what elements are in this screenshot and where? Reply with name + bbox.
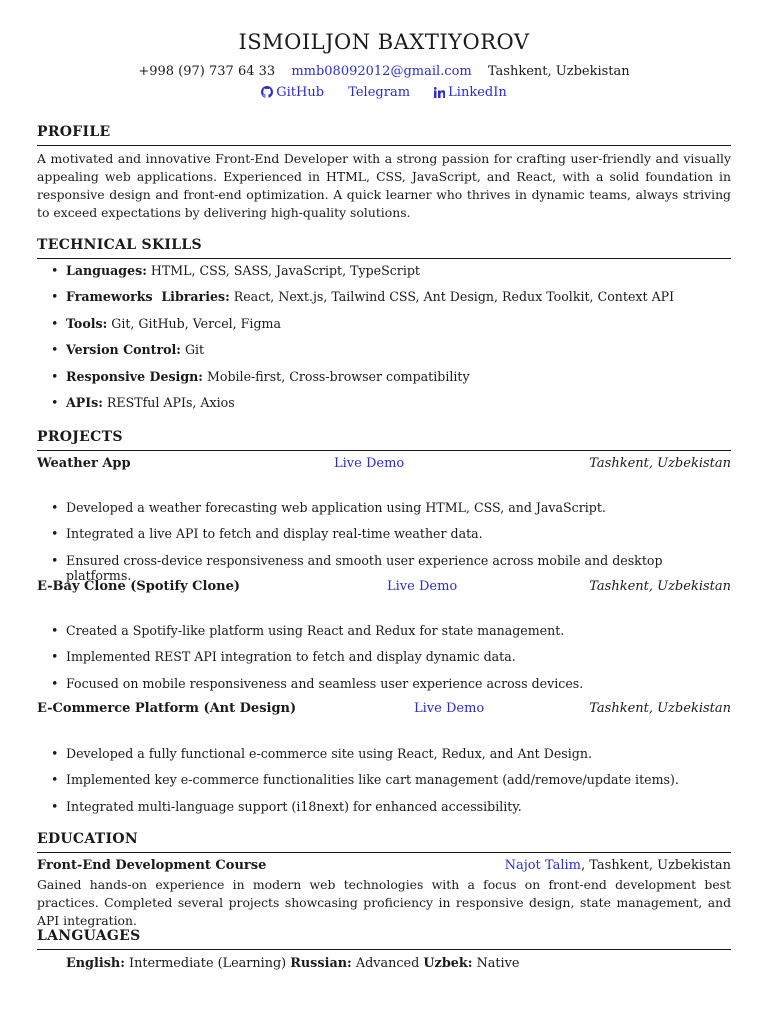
skill-value: RESTful APIs, Axios: [106, 394, 235, 410]
skill-value: React, Next.js, Tailwind CSS, Ant Design, Redux Toolkit, Context API: [233, 289, 675, 305]
list-item: • Implemented key e-commerce functionalities like cart management (add/remove/update items).: [37, 772, 731, 798]
project-location: Tashkent, Uzbekistan: [589, 456, 731, 471]
project-header: [37, 456, 731, 474]
education-header: [37, 858, 731, 876]
candidate-name: ISMOILJON BAXTIYOROV: [238, 30, 530, 54]
linkedin-label: LinkedIn: [448, 85, 507, 100]
social-links: [0, 85, 768, 102]
skill-value: Git: [184, 342, 205, 358]
project-header: [37, 701, 731, 719]
phone-number: +998 (97) 737 64 33: [138, 64, 276, 79]
course-title: Front-End Development Course: [37, 858, 267, 873]
skill-label: Responsive Design:: [66, 368, 203, 384]
skill-label: APIs:: [66, 394, 103, 410]
education-heading: EDUCATION: [37, 831, 731, 853]
list-item: [37, 369, 731, 395]
skill-value: Git, GitHub, Vercel, Figma: [111, 315, 281, 331]
skills-list: [37, 263, 731, 421]
project-title: E-Commerce Platform (Ant Design): [37, 701, 297, 716]
list-item: [37, 263, 731, 289]
list-item: [37, 342, 731, 368]
contact-info: [0, 64, 768, 79]
list-item: • Developed a weather forecasting web application using HTML, CSS, and JavaScript.: [37, 500, 731, 526]
list-item: • Integrated multi-language support (i18next) for enhanced accessibility.: [37, 799, 731, 825]
profile-summary: A motivated and innovative Front-End Developer with a strong passion for crafting user-friendly and visually appealing web applications. Experienced in HTML, CSS, JavaScript, and React, with a solid foundation in responsive design and front-end optimization. A quick learner who thrives in dynamic teams, always striving to exceed expectations by delivering high-quality solutions.: [37, 151, 731, 220]
project-location: Tashkent, Uzbekistan: [589, 701, 731, 716]
skill-label: Frameworks Libraries:: [66, 289, 230, 305]
list-item: • Created a Spotify-like platform using React and Redux for state management.: [37, 623, 731, 649]
school-link[interactable]: Najot Talim: [504, 858, 581, 873]
list-item: [37, 289, 731, 315]
list-item: [37, 316, 731, 342]
linkedin-link[interactable]: [434, 85, 507, 100]
live-demo-link[interactable]: Live Demo: [334, 456, 405, 471]
language-label: Russian:: [290, 956, 352, 971]
list-item: • Integrated a live API to fetch and display real-time weather data.: [37, 526, 731, 552]
skill-label: Tools:: [66, 315, 108, 331]
github-icon: [261, 86, 273, 102]
profile-heading: PROFILE: [37, 124, 731, 146]
list-item: • Focused on mobile responsiveness and seamless user experience across devices.: [37, 676, 731, 702]
education-description: Gained hands-on experience in modern web technologies with a focus on front-end development best practices. Completed several projects showcasing proficiency in responsive design, state management, and API integration.: [37, 877, 731, 928]
school-location: , Tashkent, Uzbekistan: [580, 858, 731, 873]
list-item: • Implemented REST API integration to fetch and display dynamic data.: [37, 649, 731, 675]
project-bullets: [37, 623, 731, 702]
list-item: • Ensured cross-device responsiveness and smooth user experience across mobile and desktop platforms.: [37, 553, 731, 579]
project-bullets: [37, 746, 731, 825]
project-title: E-Bay Clone (Spotify Clone): [37, 579, 240, 594]
language-label: English:: [66, 956, 125, 971]
languages-heading: LANGUAGES: [37, 928, 731, 950]
linkedin-icon: [434, 87, 445, 102]
language-level: Native: [476, 956, 520, 971]
skill-label: Languages:: [66, 263, 147, 278]
telegram-link[interactable]: Telegram: [348, 85, 411, 100]
location-text: Tashkent, Uzbekistan: [487, 64, 630, 79]
list-item: [37, 395, 731, 421]
language-level: Advanced: [355, 956, 420, 971]
list-item: • Developed a fully functional e-commerce site using React, Redux, and Ant Design.: [37, 746, 731, 772]
skill-value: HTML, CSS, SASS, JavaScript, TypeScript: [150, 263, 420, 278]
languages-list: [66, 956, 519, 971]
github-label: GitHub: [276, 85, 325, 100]
live-demo-link[interactable]: Live Demo: [414, 701, 485, 716]
skill-label: Version Control:: [66, 342, 181, 358]
project-bullets: [37, 500, 731, 583]
projects-heading: PROJECTS: [37, 429, 731, 451]
project-header: [37, 579, 731, 597]
language-level: Intermediate (Learning): [129, 956, 287, 971]
github-link[interactable]: [261, 85, 328, 100]
live-demo-link[interactable]: Live Demo: [387, 579, 458, 594]
skills-heading: TECHNICAL SKILLS: [37, 237, 731, 259]
email-link[interactable]: mmb08092012@gmail.com: [291, 64, 472, 79]
language-label: Uzbek:: [423, 956, 473, 971]
education-institution: [505, 858, 731, 873]
project-location: Tashkent, Uzbekistan: [589, 579, 731, 594]
project-title: Weather App: [37, 456, 131, 471]
skill-value: Mobile-first, Cross-browser compatibility: [206, 368, 470, 384]
